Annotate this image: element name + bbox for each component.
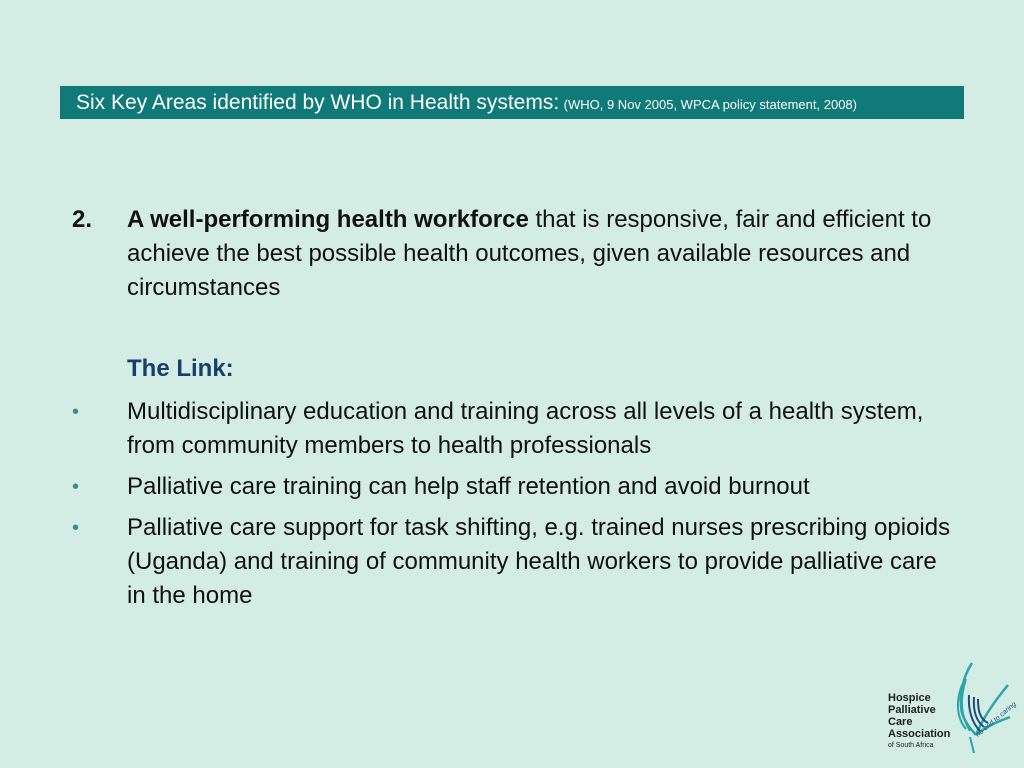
item-description: that is responsive, fair and efficient to achieve the best possible health outcomes, given available resources and circumstances bbox=[127, 206, 932, 301]
logo-line: Palliative bbox=[888, 704, 936, 716]
logo-line: Hospice bbox=[888, 692, 931, 704]
slide-title-citation: (WHO, 9 Nov 2005, WPCA policy statement, 2008) bbox=[563, 97, 857, 112]
hpca-logo bbox=[888, 655, 1018, 760]
logo-tagline: no end to caring bbox=[974, 700, 1018, 739]
slide-title: Six Key Areas identified by WHO in Health systems: bbox=[76, 91, 560, 114]
item-number: 2. bbox=[72, 206, 93, 233]
logo-line: Association bbox=[888, 728, 951, 740]
bullet-text: Palliative care support for task shifting, e.g. trained nurses prescribing opioids (Uganda) and training of community health workers to provide palliative care in the home bbox=[127, 514, 951, 609]
logo-subtitle: of South Africa bbox=[888, 742, 934, 749]
logo-wordmark bbox=[888, 692, 950, 740]
bullet-text: Palliative care training can help staff retention and avoid burnout bbox=[127, 473, 810, 500]
bullet-marker: • bbox=[72, 517, 80, 539]
bullet-text: Multidisciplinary education and training across all levels of a health system, from community members to health professionals bbox=[127, 398, 924, 459]
item-text bbox=[127, 203, 957, 305]
butterfly-icon bbox=[942, 655, 1018, 755]
bullet-marker: • bbox=[72, 476, 80, 498]
item-heading: A well-performing health workforce bbox=[127, 206, 529, 233]
logo-line: Care bbox=[888, 716, 913, 728]
link-label: The Link: bbox=[127, 355, 234, 382]
bullet-marker: • bbox=[72, 401, 80, 423]
